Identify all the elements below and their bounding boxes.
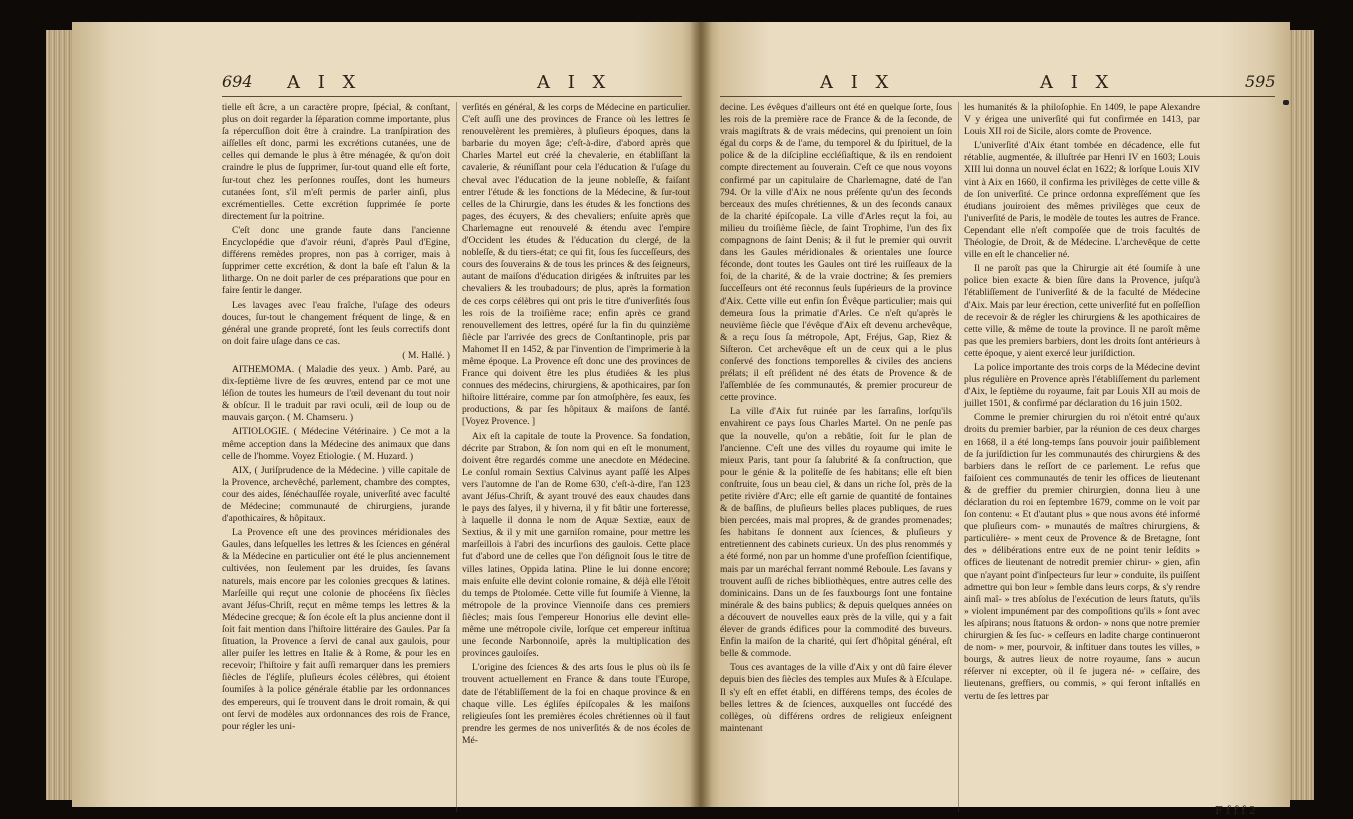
running-head-left-col1: A I X bbox=[287, 72, 362, 93]
paragraph: La Provence eſt une des provinces méridionales des Gaules, dans leſquelles les lettres & les ſciences en général & la Médecine en particulier ont été le plus anciennement cultivées, non ſeulement par les druides, ſes ſavans naturels, mais encore par les colonies grecques & latines. Marſeille qui reçut une colonie de phocéens ſix ſiècles avant Jéſus-Chriſt, reçut en même temps les lettres & la Médecine grecque; & ſon école eſt la plus ancienne dont il ſoit fait mention dans l'hiſtoire littéraire des Gaules. Par ſa ſituation, la Provence a ſervi de canal aux gaulois, pour aller puiſer les lettres en Italie & à Rome, & pour les en recevoir; l'hiſtoire y fait auſſi remarquer dans les premiers ſiècles de l'égliſe, pluſieurs écoles célèbres, qui étoient ſoumiſes à la police générale établie par les ordonnances des empereurs, qui ſe trouvent dans le droit romain, & qui ont ſervi de modèles aux ordonnances des rois de France, pour régler les uni- bbox=[222, 527, 450, 732]
right-page-edges bbox=[1288, 30, 1314, 800]
paragraph: ( M. Hallé. ) bbox=[402, 349, 450, 361]
left-page bbox=[72, 22, 700, 807]
column-separator-right bbox=[958, 102, 959, 812]
paragraph: La police importante des trois corps de la Médecine devint plus régulière en Provence après l'établiſſement du parlement d'Aix, le ſeptième du royaume, fait par Louis XII au mois de juillet 1501, & confirmé par déclaration du 16 juin 1502. bbox=[964, 361, 1200, 410]
paragraph: Comme le premier chirurgien du roi n'étoit entré qu'aux droits du premier barbier, par la réunion de ces deux charges en 1668, il a été long-temps ſans pouvoir jouir paiſiblement de ſa juriſdiction ſur les communautés des chirurgiens & des barbiers dans le reſſort de ce parlement. Le refus que faiſoient ces communautés de tenir les offices de lieutenant & de greffier du premier chirurgien, donna lieu à une déclaration du roi en ſeptembre 1679, comme on le voit par ſon contenu: « Et d'autant plus » que nous avons été informé que pluſieurs com- » munautés de maîtres chirurgiens, & particulière- » ment ceux de Provence & de Bretagne, ſont des » délibérations entre eux de ne point tenir leſdits » offices de lieutenant de notredit premier chirur- » gien, afin que n'ayant point d'inſpecteurs ſur leur » conduite, ils puiſſent admettre qui bon leur » ſemble dans leurs corps, & s'y rendre ainſi maî- » tres abſolus de l'exécution de leurs ſtatuts, qu'ils » violent impunément par des compoſitions qu'ils » ſont avec les aſpirans; nous ſtatuons & ordon- » nons que notre premier chirurgien & ſes ſuc- » ceſſeurs en ladite charge continueront de nom- » mer, pourvoir, & inſtituer dans toutes les villes, » bourgs, & autres lieux de notre royaume, ſans » aucun réſerver ni excepter, où il ſe jugera né- » ceſſaire, des lieutenans, greffiers, ou commis, » qui feront inſtallés en vertu de ſes lettres par bbox=[964, 412, 1200, 702]
running-head-right-col1: A I X bbox=[820, 72, 895, 93]
paragraph: AIX, ( Juriſprudence de la Médecine. ) ville capitale de la Provence, archevêché, parlement, chambre des comptes, cour des aides, ſénéchauſſée royale, univerſité avec faculté de Médecine; communauté de chirurgiens, jurande d'apothicaires, & hôpitaux. bbox=[222, 464, 450, 525]
column-separator-left bbox=[456, 102, 457, 812]
right-page-column-2 bbox=[964, 102, 1200, 802]
book-gutter bbox=[690, 22, 712, 807]
paragraph: L'univerſité d'Aix étant tombée en décadence, elle fut rétablie, augmentée, & illuſtrée par Henri IV en 1603; Louis XIII lui donna un nouvel éclat en 1622; & lorſque Louis XIV vint à Aix en 1660, il confirma les privilèges de cette ville & de ſon univerſité. Ce prince ordonna expreſſément que ſes étudians jouiroient des mêmes privilèges que ceux de l'univerſité de Paris, le modèle de toutes les autres de France. Cependant elle n'eſt compoſée que de trois facultés de Théologie, de Droit, & de Médecine. L'archevêque de cette ville en eſt le chancelier né. bbox=[964, 140, 1200, 261]
paragraph: Aix eſt la capitale de toute la Provence. Sa fondation, décrite par Strabon, & ſon nom qui en eſt le monument, doivent être regardés comme une anecdote en Médecine. Le conſul romain Sextius Calvinus ayant paſſé les Alpes vers l'automne de l'an de Rome 630, c'eſt-à-dire, l'an 123 avant Jéſus-Chriſt, & ayant trouvé des eaux chaudes dans le pays des ſalyes, il y hiverna, il y fit bâtir une forteresse, à laquelle il donna le nom de Aquæ Sextiæ, eaux de Sextius, & il y mit une garniſon romaine, pour mettre les marſeillois à l'abri des incurſions des gaulois. Cette place fut d'abord une de celles que l'on déſignoit ſous le titre de villes latines, Oppida latina. Pline le lui donne encore; mais enſuite elle devint colonie romaine, & déjà elle l'étoit du temps de Ptolomée. Cette ville fut ſoumiſe à Vienne, la métropole de la province Viennoiſe dans ces premiers ſiècles; mais ſous l'empereur Honorius elle devint elle-même une métropole civile, lorſque cet empereur inſtitua une ſeconde Narbonnoiſe, après la multiplication des provinces gauloiſes. bbox=[462, 430, 690, 660]
left-page-column-1 bbox=[222, 102, 450, 802]
header-rule-right bbox=[720, 96, 1275, 97]
right-page bbox=[700, 22, 1290, 817]
running-head-right-col2: A I X bbox=[1040, 72, 1115, 93]
page-mark bbox=[1283, 100, 1289, 105]
paragraph: AITIOLOGIE. ( Médecine Vétérinaire. ) Ce mot a la même acception dans la Médecine des animaux que dans celle de l'homme. Voyez Etiologie. ( M. Huzard. ) bbox=[222, 426, 450, 462]
left-page-edges bbox=[46, 30, 74, 800]
right-page-column-1 bbox=[720, 102, 952, 802]
paragraph: Les lavages avec l'eau fraîche, l'uſage des odeurs douces, ſur-tout le changement fréquent de linge, & en général une grande propreté, ſont les ſeuls correctifs dont on doit faire uſage dans ce cas. bbox=[222, 299, 450, 347]
catchword: F f f f 2 bbox=[1215, 804, 1256, 817]
page-number-right: 595 bbox=[1245, 72, 1276, 91]
running-head-left-col2: A I X bbox=[537, 72, 612, 93]
header-rule-left bbox=[222, 96, 682, 97]
paragraph: AITHEMOMA. ( Maladie des yeux. ) Amb. Paré, au dix-ſeptième livre de ſes œuvres, entend par ce mot une léſion de toutes les humeurs de l'œil devenant du tout noir & obſcur. Il le traduit par ravi oculi, œil de loup ou de mauvais garçon. ( M. Chamseru. ) bbox=[222, 363, 450, 424]
paragraph: L'origine des ſciences & des arts ſous le plus où ils ſe trouvent actuellement en France & dans toute l'Europe, date de l'établiſſement de la foi en chaque province & en chaque ville. Les égliſes épiſcopales & les maiſons religieuſes ſont les premières écoles chrétiennes où il faut prendre les germes de nos univerſités & de nos écoles de Mé- bbox=[462, 662, 690, 746]
paragraph: decine. Les évêques d'ailleurs ont été en quelque ſorte, ſous les rois de la première race de France & de la ſeconde, de vrais magiſtrats & de vrais médecins, qui prenoient un ſoin égal du corps & de l'ame, du temporel & du ſpirituel, de la police & de la diſcipline eccléſiaſtique, & ils en rendoient compte directement au ſouverain. C'eſt ce que nous voyons confirmé par un capitulaire de Charlemagne, daté de l'an 794. Or la ville d'Aix ne nous préſente qu'un des ſeconds berceaux des muſes chrétiennes, & un des ſeconds canaux de la charité épiſcopale. La ville d'Arles reçut la foi, au milieu du troiſième ſiècle, de ſaint Trophime, l'un des ſix compagnons de ſaint Denis; & il fut le premier qui ouvrit dans les Gaules méridionales & orientales une ſource féconde, dont toutes les Gaules ont tiré les ruiſſeaux de la foi, de la charité, & de la vraie doctrine; & ſes premiers ſucceſſeurs ont été reconnus ſeuls ſupérieurs de la province d'Aix. Cette ville eut enfin ſon Évêque particulier; mais qui demeura ſous la primatie d'Arles. Ce n'eſt qu'après le neuvième ſiècle que l'évêque d'Aix eſt devenu archevêque, & a reçu ſous ſa métropole, Apt, Fréjus, Gap, Riez & Siſteron. Cet archevêque eſt un de ceux qui a le plus conſervé des fonctions temporelles & civiles des anciens prélats; il eſt préſident né des états de Provence & de l'aſſemblée de ſes communautés, & premier procureur de cette province. bbox=[720, 102, 952, 404]
paragraph: Tous ces avantages de la ville d'Aix y ont dû faire élever depuis bien des ſiècles des temples aux Muſes & à Eſculape. Il s'y eſt en effet établi, en différens temps, des écoles de belles lettres & de ſciences, auxquelles ont ſuccédé des collèges, où différens ordres de religieux enſeignent maintenant bbox=[720, 662, 952, 734]
paragraph: Il ne paroît pas que la Chirurgie ait été ſoumiſe à une police bien exacte & bien ſûre dans la Provence, juſqu'à l'établiſſement de l'univerſité & de la faculté de Médecine d'Aix. Mais par leur érection, cette univerſité fut en poſſeſſion de recevoir & de régler les chirurgiens & les apothicaires de cette ville, & même de toute la province. Il ne paroît même pas que les premiers barbiers, dont les droits ſont antérieurs à cette époque, y aient exercé leur juriſdiction. bbox=[964, 263, 1200, 359]
paragraph: les humanités & la philoſophie. En 1409, le pape Alexandre V y érigea une univerſité qui fut confirmée en 1413, par Louis XII roi de Sicile, alors comte de Provence. bbox=[964, 102, 1200, 138]
paragraph: tielle eſt âcre, a un caractère propre, ſpécial, & conſtant, plus on doit regarder la ſéparation comme importante, plus ſa répercuſſion doit être à craindre. La tranſpiration des aiſſelles eſt donc, parmi les excrétions cutanées, une de celles qui demande le plus à être ménagée, & qu'on doit craindre le plus de ſupprimer, ſur-tout quand elle eſt forte, ſur-tout chez les perſonnes rouſſes, dont les humeurs cutanées ſont, s'il m'eſt permis de parler ainſi, plus excrémentielles. Cette excrétion ſupprimée ſe porte directement ſur la poitrine. bbox=[222, 102, 450, 222]
left-page-column-2 bbox=[462, 102, 690, 802]
paragraph: verſités en général, & les corps de Médecine en particulier. C'eſt auſſi une des provinces de France où les lettres ſe renouvelèrent les premières, à pluſieurs époques, dans la barbarie du moyen âge; c'eſt-à-dire, d'abord après que Charles Martel eut créé la chevalerie, en établiſſant la cavalerie, & réuniſſant pour cela l'éducation & l'uſage du cheval avec l'éducation de la jeune nobleſſe, & faiſant entrer l'étude & les fonctions de la Médecine, & ſur-tout celles de la Chirurgie, dans les études & les fonctions des pages, des écuyers, & des chevaliers; enſuite après que Charlemagne eut renouvelé & étendu avec l'empire d'Occident les études & l'éducation du clergé, de la nobleſſe, & du tiers-état; ce qui fit, ſous ſes ſucceſſeurs, des cours des ſouverains & de tous les princes & des ſeigneurs, autant de maiſons d'éducation dirigées & inſtruites par les chevaliers & les troubadours; de plus, après la formation de ces corps célèbres qui ont pris le titre d'univerſités ſous les rois de la troiſième race; enfin après ce grand renouvellement des lettres, opéré ſur la fin du quinzième ſiècle par l'arrivée des grecs de Conſtantinople, pris par Mahomet II en 1452, & par l'invention de l'imprimerie à la même époque. La Provence eſt donc une des provinces de France qui doivent être les plus étudiées & les plus connues des médecins, chirurgiens, & apothicaires, par ſon hiſtoire littéraire, comme par ſon atmoſphère, ſes eaux, ſes productions, & par ſes hôpitaux & maiſons de ſanté. [Voyez Provence. ] bbox=[462, 102, 690, 428]
page-number-left: 694 bbox=[222, 72, 253, 91]
paragraph: La ville d'Aix fut ruinée par les ſarraſins, lorſqu'ils envahirent ce pays ſous Charles Martel. On ne penſe pas que la nouvelle, qu'on a rebâtie, ſoit ſur le plan de l'ancienne. C'eſt une des villes du royaume qui imite le mieux Paris, tant pour ſa ſalubrité & ſa conſtruction, que pour le génie & la politeſſe de ſes habitans; elle eſt bien conſtruite, ſous un beau ciel, & dans un riche ſol, près de la petite rivière d'Arc; elle eſt garnie de quantité de fontaines & de baſſins, de pluſieurs belles places publiques, de rues bien percées, mais mal propres, & de grandes promenades; ſes habitans ſe donnent aux ſciences, & pluſieurs y entretiennent des cabinets curieux. Un des plus renommés y a été formé, non par un homme d'une profeſſion ſcientifique, mais par un maréchal ferrant nommé Reboule. Les ſavans y trouvent auſſi de riches bibliothèques, entre autres celle des dominicains. Dans un de ſes fauxbourgs ſont une fontaine minérale & des bains publics; & depuis quelques années on a découvert de nouvelles eaux près de la ville, qui y a fait élever de grands édifices pour la commodité des buveurs. Enfin la maiſon de la charité, qui ſert d'hôpital général, eſt belle & commode. bbox=[720, 406, 952, 660]
paragraph: C'eſt donc une grande faute dans l'ancienne Encyclopédie que d'avoir réuni, d'après Paul d'Egine, différens remèdes propres, non pas à corriger, mais à ſupprimer cette excrétion, & dont la baſe eſt l'alun & la litharge. On ne doit parler de ces préparations que pour en faire ſentir le danger. bbox=[222, 224, 450, 297]
